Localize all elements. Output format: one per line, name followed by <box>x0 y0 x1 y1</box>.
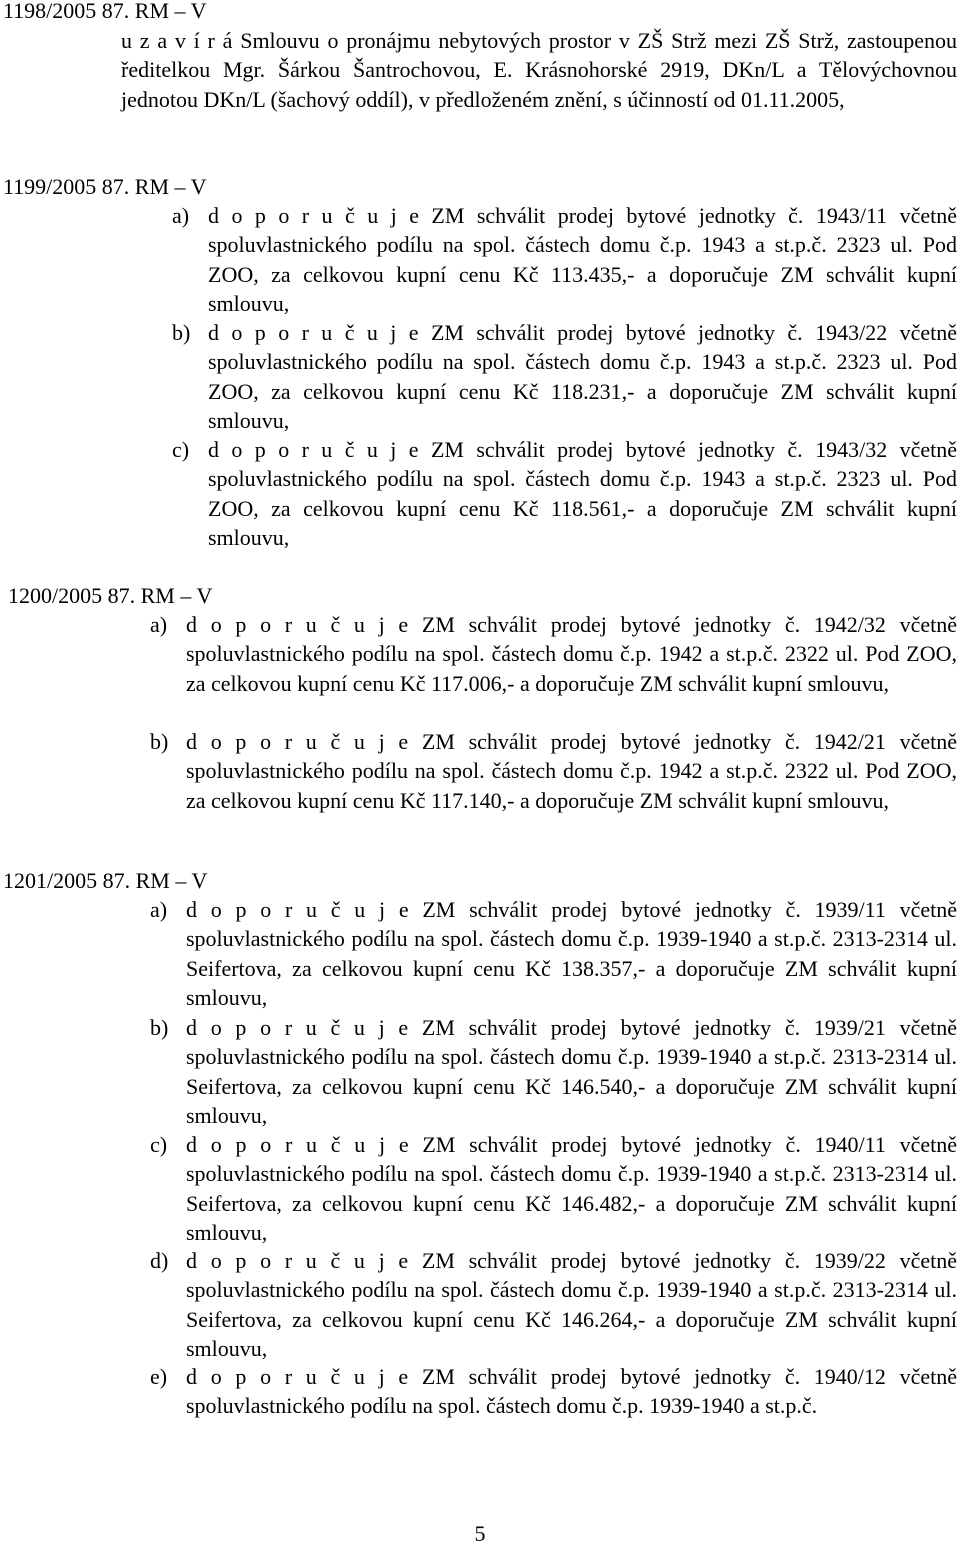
item-text: d o p o r u č u j e ZM schválit prodej bytové jednotky č. 1939/22 včetně spoluvlastnického podílu na spol. částech domu č.p. 1939-1940 a st.p.č. 2313-2314 ul. Seifertova, za celkovou kupní cenu Kč 146.264,- a doporučuje ZM schválit kupní smlouvu, <box>186 1248 957 1362</box>
item-text: d o p o r u č u j e ZM schválit prodej bytové jednotky č. 1940/12 včetně spoluvlastnického podílu na spol. částech domu č.p. 1939-1940 a st.p.č. <box>186 1364 957 1419</box>
item-text: d o p o r u č u j e ZM schválit prodej bytové jednotky č. 1939/11 včetně spoluvlastnického podílu na spol. částech domu č.p. 1939-1940 a st.p.č. 2313-2314 ul. Seifertova, za celkovou kupní cenu Kč 138.357,- a doporučuje ZM schválit kupní smlouvu, <box>186 897 957 1011</box>
item-text: d o p o r u č u j e ZM schválit prodej bytové jednotky č. 1939/21 včetně spoluvlastnického podílu na spol. částech domu č.p. 1939-1940 a st.p.č. 2313-2314 ul. Seifertova, za celkovou kupní cenu Kč 146.540,- a doporučuje ZM schválit kupní smlouvu, <box>186 1015 957 1129</box>
resolution-1198-body: u z a v í r á Smlouvu o pronájmu nebytových prostor v ZŠ Strž mezi ZŠ Strž, zastoupenou ředitelkou Mgr. Šárkou Šantrochovou, E. Krásnohorské 2919, DKn/L a Tělovýchovnou jednotou DKn/L (šachový oddíl), v předloženém znění, s účinností od 01.11.2005, <box>121 28 957 112</box>
resolution-1201-header: 1201/2005 87. RM – V <box>3 868 208 893</box>
item-text: d o p o r u č u j e ZM schválit prodej bytové jednotky č. 1943/22 včetně spoluvlastnického podílu na spol. částech domu č.p. 1943 a st.p.č. 2323 ul. Pod ZOO, za celkovou kupní cenu Kč 118.231,- a doporučuje ZM schválit kupní smlouvu, <box>208 320 957 434</box>
item-text: d o p o r u č u j e ZM schválit prodej bytové jednotky č. 1942/32 včetně spoluvlastnického podílu na spol. částech domu č.p. 1942 a st.p.č. 2322 ul. Pod ZOO, za celkovou kupní cenu Kč 117.006,- a doporučuje ZM schválit kupní smlouvu, <box>186 612 957 696</box>
resolution-1198-header: 1198/2005 87. RM – V <box>3 0 207 23</box>
item-label: b) <box>150 729 169 754</box>
item-label: a) <box>150 612 168 637</box>
item-label: b) <box>150 1015 169 1040</box>
resolution-1200-header: 1200/2005 87. RM – V <box>8 583 213 608</box>
item-label: a) <box>172 203 190 228</box>
item-label: e) <box>150 1364 168 1389</box>
item-label: c) <box>150 1132 168 1157</box>
item-label: c) <box>172 437 190 462</box>
item-text: d o p o r u č u j e ZM schválit prodej bytové jednotky č. 1942/21 včetně spoluvlastnického podílu na spol. částech domu č.p. 1942 a st.p.č. 2322 ul. Pod ZOO, za celkovou kupní cenu Kč 117.140,- a doporučuje ZM schválit kupní smlouvu, <box>186 729 957 813</box>
resolution-1199-header: 1199/2005 87. RM – V <box>3 174 207 199</box>
item-text: d o p o r u č u j e ZM schválit prodej bytové jednotky č. 1940/11 včetně spoluvlastnického podílu na spol. částech domu č.p. 1939-1940 a st.p.č. 2313-2314 ul. Seifertova, za celkovou kupní cenu Kč 146.482,- a doporučuje ZM schválit kupní smlouvu, <box>186 1132 957 1246</box>
item-label: b) <box>172 320 191 345</box>
item-text: d o p o r u č u j e ZM schválit prodej bytové jednotky č. 1943/32 včetně spoluvlastnického podílu na spol. částech domu č.p. 1943 a st.p.č. 2323 ul. Pod ZOO, za celkovou kupní cenu Kč 118.561,- a doporučuje ZM schválit kupní smlouvu, <box>208 437 957 551</box>
item-label: d) <box>150 1248 169 1273</box>
page-number: 5 <box>474 1521 486 1546</box>
item-label: a) <box>150 897 168 922</box>
item-text: d o p o r u č u j e ZM schválit prodej bytové jednotky č. 1943/11 včetně spoluvlastnického podílu na spol. částech domu č.p. 1943 a st.p.č. 2323 ul. Pod ZOO, za celkovou kupní cenu Kč 113.435,- a doporučuje ZM schválit kupní smlouvu, <box>208 203 957 317</box>
